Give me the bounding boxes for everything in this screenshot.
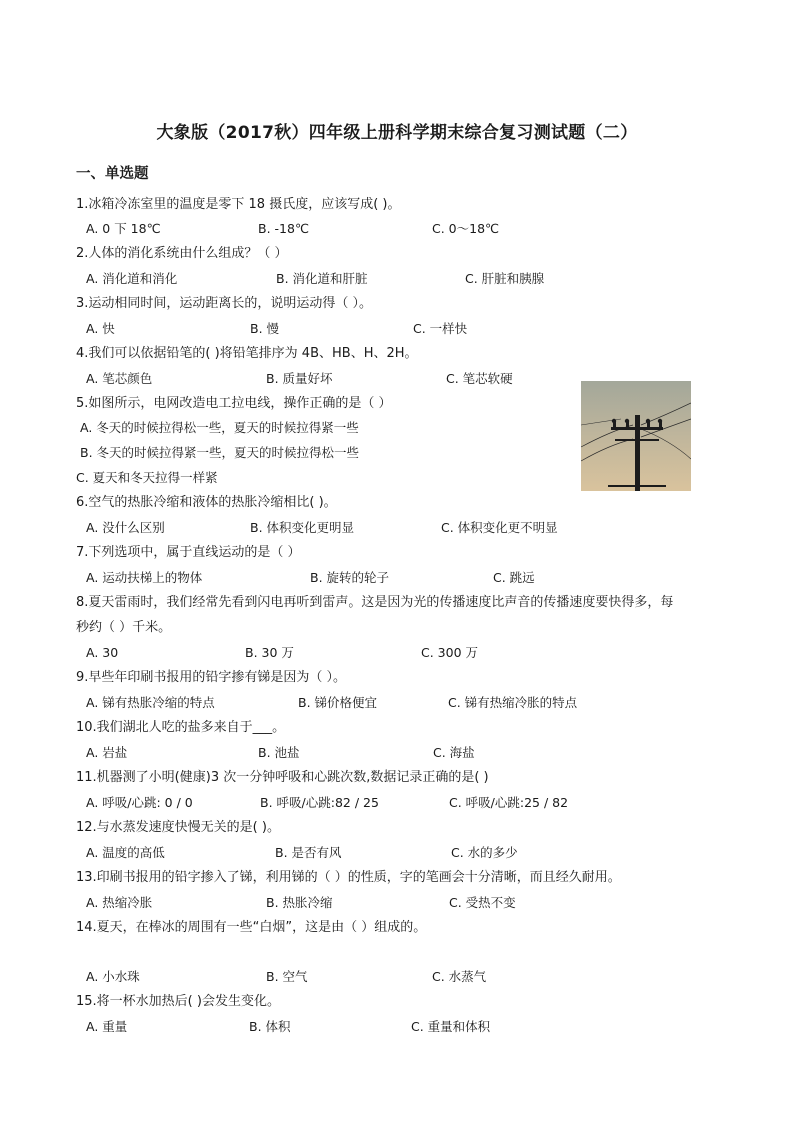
q12-option-c: C. 水的多少: [451, 845, 518, 860]
q13-option-b: B. 热胀冷缩: [266, 895, 333, 910]
question-10: 10.我们湖北人吃的盐多来自于___。: [76, 720, 286, 735]
question-4: 4.我们可以依据铅笔的( )将铅笔排序为 4B、HB、H、2H。: [76, 346, 418, 361]
q9-option-c: C. 锑有热缩冷胀的特点: [448, 695, 578, 710]
q11-option-b: B. 呼吸/心跳:82 / 25: [260, 795, 379, 810]
question-8: 8.夏天雷雨时，我们经常先看到闪电再听到雷声。这是因为光的传播速度比声音的传播速度要快得多，每: [76, 595, 674, 610]
q15-option-a: A. 重量: [86, 1019, 128, 1034]
question-13: 13.印刷书报用的铅字掺入了锑，利用锑的（ ）的性质，字的笔画会十分清晰，而且经久耐用。: [76, 870, 621, 885]
question-15: 15.将一杯水加热后( )会发生变化。: [76, 994, 280, 1009]
q10-option-b: B. 池盐: [258, 745, 300, 760]
q4-option-a: A. 笔芯颜色: [86, 371, 153, 386]
q8-option-b: B. 30 万: [245, 645, 294, 660]
power-pole-photo: [581, 381, 691, 491]
q13-option-a: A. 热缩冷胀: [86, 895, 153, 910]
q5-option-b: B. 冬天的时候拉得紧一些，夏天的时候拉得松一些: [80, 445, 360, 460]
question-14: 14.夏天，在棒冰的周围有一些“白烟”，这是由（ ）组成的。: [76, 920, 427, 935]
q7-option-a: A. 运动扶梯上的物体: [86, 570, 203, 585]
q11-option-c: C. 呼吸/心跳:25 / 82: [449, 795, 569, 810]
q8-option-c: C. 300 万: [421, 645, 479, 660]
q9-option-b: B. 锑价格便宜: [298, 695, 378, 710]
section-heading: 一、单选题: [76, 166, 149, 182]
question-7: 7.下列选项中，属于直线运动的是（ ）: [76, 545, 301, 560]
q3-option-a: A. 快: [86, 321, 115, 336]
q6-option-c: C. 体积变化更不明显: [441, 520, 558, 535]
q8-option-a: A. 30: [86, 645, 119, 660]
q10-option-a: A. 岩盐: [86, 745, 128, 760]
q14-option-b: B. 空气: [266, 969, 308, 984]
question-2: 2.人体的消化系统由什么组成？（ ）: [76, 246, 288, 261]
q4-option-b: B. 质量好坏: [266, 371, 333, 386]
q7-option-b: B. 旋转的轮子: [310, 570, 390, 585]
page-title: 大象版（2017秋）四年级上册科学期末综合复习测试题（二）: [156, 123, 638, 143]
q2-option-a: A. 消化道和消化: [86, 271, 178, 286]
question-3: 3.运动相同时间，运动距离长的，说明运动得（ ）。: [76, 296, 373, 311]
question-5: 5.如图所示，电网改造电工拉电线，操作正确的是（ ）: [76, 396, 392, 411]
q13-option-c: C. 受热不变: [449, 895, 516, 910]
question-6: 6.空气的热胀冷缩和液体的热胀冷缩相比( )。: [76, 495, 337, 510]
q12-option-b: B. 是否有风: [275, 845, 342, 860]
q2-option-c: C. 肝脏和胰腺: [465, 271, 545, 286]
q6-option-b: B. 体积变化更明显: [250, 520, 355, 535]
question-1: 1.冰箱冷冻室里的温度是零下 18 摄氏度，应该写成( )。: [76, 197, 401, 212]
q5-option-c: C. 夏天和冬天拉得一样紧: [76, 470, 218, 485]
q12-option-a: A. 温度的高低: [86, 845, 165, 860]
q15-option-b: B. 体积: [249, 1019, 291, 1034]
q3-option-b: B. 慢: [250, 321, 280, 336]
q2-option-b: B. 消化道和肝脏: [276, 271, 368, 286]
question-8-continued: 秒约（ ）千米。: [76, 620, 172, 635]
question-9: 9.早些年印刷书报用的铅字掺有锑是因为（ ）。: [76, 670, 347, 685]
q3-option-c: C. 一样快: [413, 321, 468, 336]
q10-option-c: C. 海盐: [433, 745, 475, 760]
q14-option-a: A. 小水珠: [86, 969, 140, 984]
question-11: 11.机器测了小明(健康)3 次一分钟呼吸和心跳次数,数据记录正确的是( ): [76, 770, 489, 785]
q1-option-a: A. 0 下 18℃: [86, 221, 161, 236]
q15-option-c: C. 重量和体积: [411, 1019, 491, 1034]
q4-option-c: C. 笔芯软硬: [446, 371, 513, 386]
q6-option-a: A. 没什么区别: [86, 520, 165, 535]
q9-option-a: A. 锑有热胀冷缩的特点: [86, 695, 215, 710]
q1-option-c: C. 0～18℃: [432, 221, 500, 236]
q11-option-a: A. 呼吸/心跳: 0 / 0: [86, 795, 193, 810]
q1-option-b: B. -18℃: [258, 221, 309, 236]
question-12: 12.与水蒸发速度快慢无关的是( )。: [76, 820, 280, 835]
q14-option-c: C. 水蒸气: [432, 969, 487, 984]
q7-option-c: C. 跳远: [493, 570, 535, 585]
q5-option-a: A. 冬天的时候拉得松一些，夏天的时候拉得紧一些: [80, 420, 359, 435]
